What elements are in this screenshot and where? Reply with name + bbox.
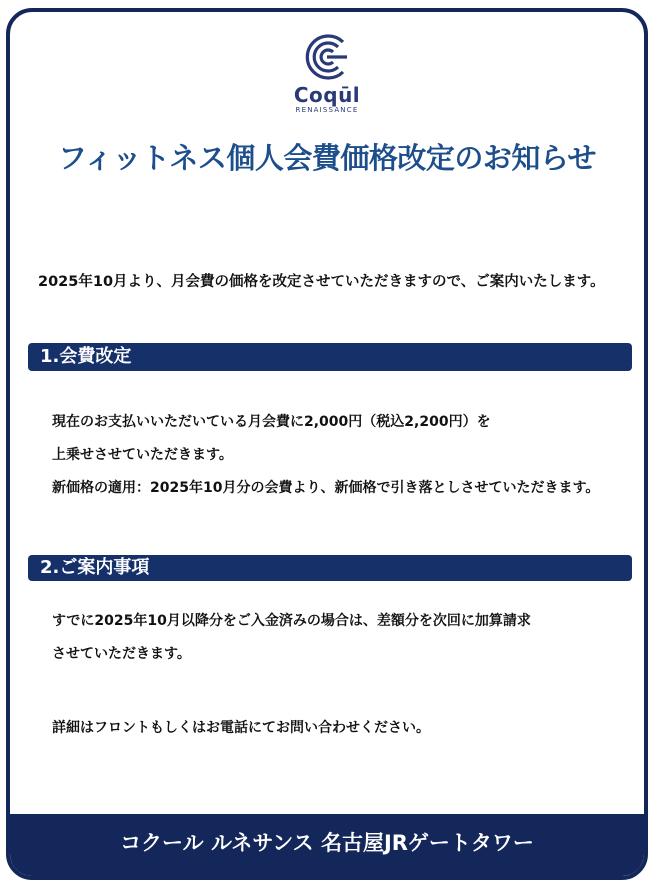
section-heading-information: 2.ご案内事項 xyxy=(28,555,632,581)
contact-note: 詳細はフロントもしくはお電話にてお問い合わせください。 xyxy=(52,720,430,736)
section-2-line-1: すでに2025年10月以降分をご入金済みの場合は、差額分を次回に加算請求 xyxy=(52,613,531,629)
brand-subtitle: RENAISSANCE xyxy=(295,106,359,114)
notice-frame xyxy=(6,8,648,880)
intro-text: 2025年10月より、月会費の価格を改定させていただきますので、ご案内いたします。 xyxy=(38,274,605,290)
page-title: フィットネス個人会費価格改定のお知らせ xyxy=(57,141,597,175)
logo xyxy=(10,32,644,115)
section-1-line-2: 上乗せさせていただきます。 xyxy=(52,447,233,463)
coqul-logo-icon xyxy=(10,32,644,82)
brand-name: Coqūl xyxy=(293,83,361,107)
section-1-line-1: 現在のお支払いいただいている月会費に2,000円（税込2,200円）を xyxy=(52,414,491,430)
footer-store-name: コクール ルネサンス 名古屋JRゲートタワー xyxy=(10,814,644,876)
section-heading-fee-revision: 1.会費改定 xyxy=(28,343,632,371)
section-2-line-2: させていただきます。 xyxy=(52,646,191,662)
section-1-line-3: 新価格の適用：2025年10月分の会費より、新価格で引き落としさせていただきます。 xyxy=(52,480,600,496)
